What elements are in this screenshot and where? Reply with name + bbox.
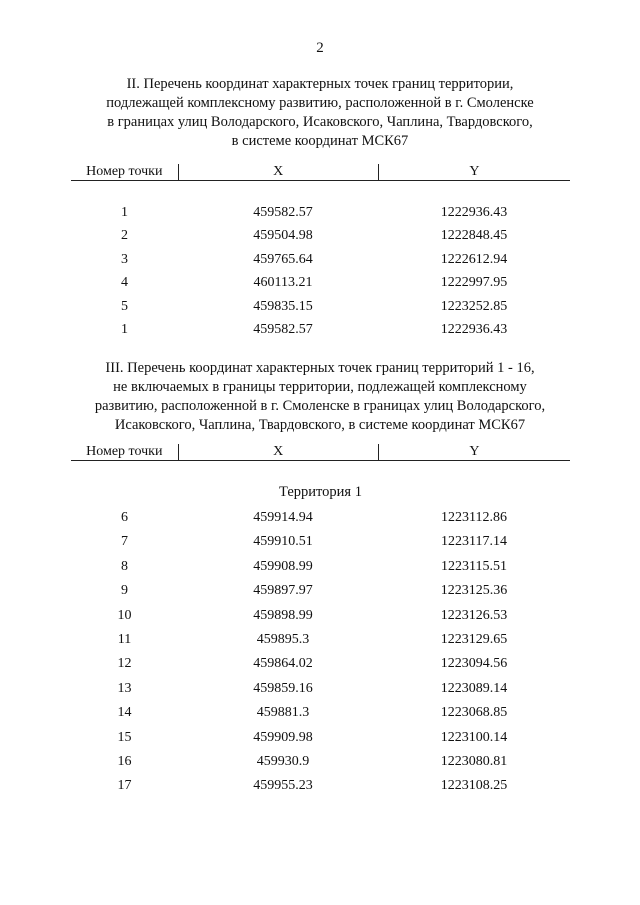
- point-number-cell: 7: [121, 534, 128, 550]
- table-row: [71, 530, 570, 554]
- x-cell: 459908.99: [253, 558, 313, 574]
- x-cell: 459897.97: [253, 583, 313, 599]
- y-cell: 1223100.14: [440, 729, 508, 745]
- table-row: [71, 604, 570, 628]
- x-cell: 459914.94: [253, 510, 313, 525]
- y-cell: 1222936.43: [440, 205, 508, 220]
- table-row: [71, 628, 570, 652]
- table-row: [71, 750, 570, 774]
- x-cell: 459582.57: [253, 205, 313, 220]
- header-x: X: [178, 164, 378, 180]
- y-cell: 1223117.14: [441, 534, 507, 550]
- point-number-cell: 8: [121, 558, 128, 574]
- y-cell: 1222848.45: [440, 228, 508, 244]
- table-row: [71, 318, 570, 341]
- x-cell: 460113.21: [253, 275, 313, 291]
- section-2-coordinates-table: [71, 164, 570, 341]
- header-x: X: [178, 444, 378, 460]
- section-3-title-line: развитию, расположенной в г. Смоленске в границах улиц Володарского,: [94, 398, 546, 414]
- y-cell: 1223080.81: [440, 753, 508, 769]
- x-cell: 459835.15: [253, 298, 313, 314]
- table-row: [71, 701, 570, 725]
- y-cell: 1223252.85: [440, 298, 508, 314]
- point-number-cell: 14: [117, 705, 132, 721]
- point-number-cell: 15: [117, 729, 132, 745]
- point-number-cell: 1: [121, 321, 128, 337]
- x-cell: 459895.3: [256, 631, 310, 647]
- point-number-cell: 9: [121, 583, 128, 599]
- point-number-cell: 1: [121, 205, 128, 220]
- point-number-cell: 2: [121, 228, 128, 244]
- table-row: [71, 652, 570, 676]
- table-body: [71, 506, 570, 799]
- x-cell: 459864.02: [253, 656, 313, 672]
- section-3-title: [60, 359, 580, 435]
- y-cell: 1223108.25: [440, 778, 508, 794]
- y-cell: 1223125.36: [440, 583, 508, 599]
- table-row: [71, 271, 570, 294]
- x-cell: 459930.9: [256, 753, 310, 769]
- header-point-number: Номер точки: [86, 164, 163, 179]
- x-cell: 459765.64: [253, 251, 313, 267]
- point-number-cell: 16: [117, 753, 132, 769]
- y-cell: 1223112.86: [441, 510, 507, 525]
- point-number-cell: 13: [117, 680, 132, 696]
- y-cell: 1223126.53: [440, 607, 508, 623]
- section-3-title-line: III. Перечень координат характерных точек границ территорий 1 - 16,: [105, 360, 535, 376]
- table-row: [71, 224, 570, 247]
- point-number-cell: 5: [121, 298, 128, 314]
- point-number-cell: 10: [117, 607, 132, 623]
- page-number: 2: [316, 40, 324, 56]
- table-row: [71, 677, 570, 701]
- x-cell: 459582.57: [253, 321, 313, 337]
- x-cell: 459504.98: [253, 228, 313, 244]
- table-row: [71, 248, 570, 271]
- y-cell: 1223129.65: [440, 631, 508, 647]
- x-cell: 459859.16: [253, 680, 313, 696]
- point-number-cell: 11: [117, 631, 132, 647]
- header-point-number: Номер точки: [86, 444, 163, 459]
- y-cell: 1223089.14: [440, 680, 508, 696]
- table-row: [71, 726, 570, 750]
- y-cell: 1223094.56: [440, 656, 508, 672]
- table-row: [71, 579, 570, 603]
- section-2-title-line: в границах улиц Володарского, Исаковского, Чаплина, Твардовского,: [107, 114, 533, 130]
- point-number-cell: 6: [121, 510, 128, 525]
- table-body: [71, 201, 570, 341]
- section-2-title: [60, 75, 580, 151]
- y-cell: 1223115.51: [441, 558, 507, 574]
- y-cell: 1222997.95: [440, 275, 508, 291]
- x-cell: 459909.98: [253, 729, 313, 745]
- section-3-coordinates-table: [71, 444, 570, 799]
- table-row: [71, 201, 570, 224]
- territory-label: Территория 1: [279, 484, 362, 500]
- section-2-title-line: подлежащей комплексному развитию, расположенной в г. Смоленске: [106, 95, 534, 111]
- y-cell: 1223068.85: [440, 705, 508, 721]
- header-y: Y: [378, 164, 570, 180]
- section-2-title-line: II. Перечень координат характерных точек границ территории,: [126, 76, 514, 92]
- header-y: Y: [378, 444, 570, 460]
- y-cell: 1222612.94: [440, 251, 508, 267]
- y-cell: 1222936.43: [440, 321, 508, 337]
- table-row: [71, 295, 570, 318]
- section-3-title-line: Исаковского, Чаплина, Твардовского, в системе координат МСК67: [114, 417, 526, 433]
- point-number-cell: 3: [121, 251, 128, 267]
- point-number-cell: 12: [117, 656, 132, 672]
- x-cell: 459881.3: [256, 705, 310, 721]
- section-3-title-line: не включаемых в границы территории, подлежащей комплексному: [113, 379, 527, 395]
- point-number-cell: 4: [121, 275, 128, 291]
- table-row: [71, 555, 570, 579]
- x-cell: 459898.99: [253, 607, 313, 623]
- table-header: [71, 444, 570, 461]
- x-cell: 459955.23: [253, 778, 313, 794]
- table-row: [71, 506, 570, 530]
- x-cell: 459910.51: [253, 534, 313, 550]
- table-header: [71, 164, 570, 181]
- section-2-title-line: в системе координат МСК67: [231, 133, 409, 149]
- point-number-cell: 17: [117, 778, 132, 794]
- table-row: [71, 774, 570, 798]
